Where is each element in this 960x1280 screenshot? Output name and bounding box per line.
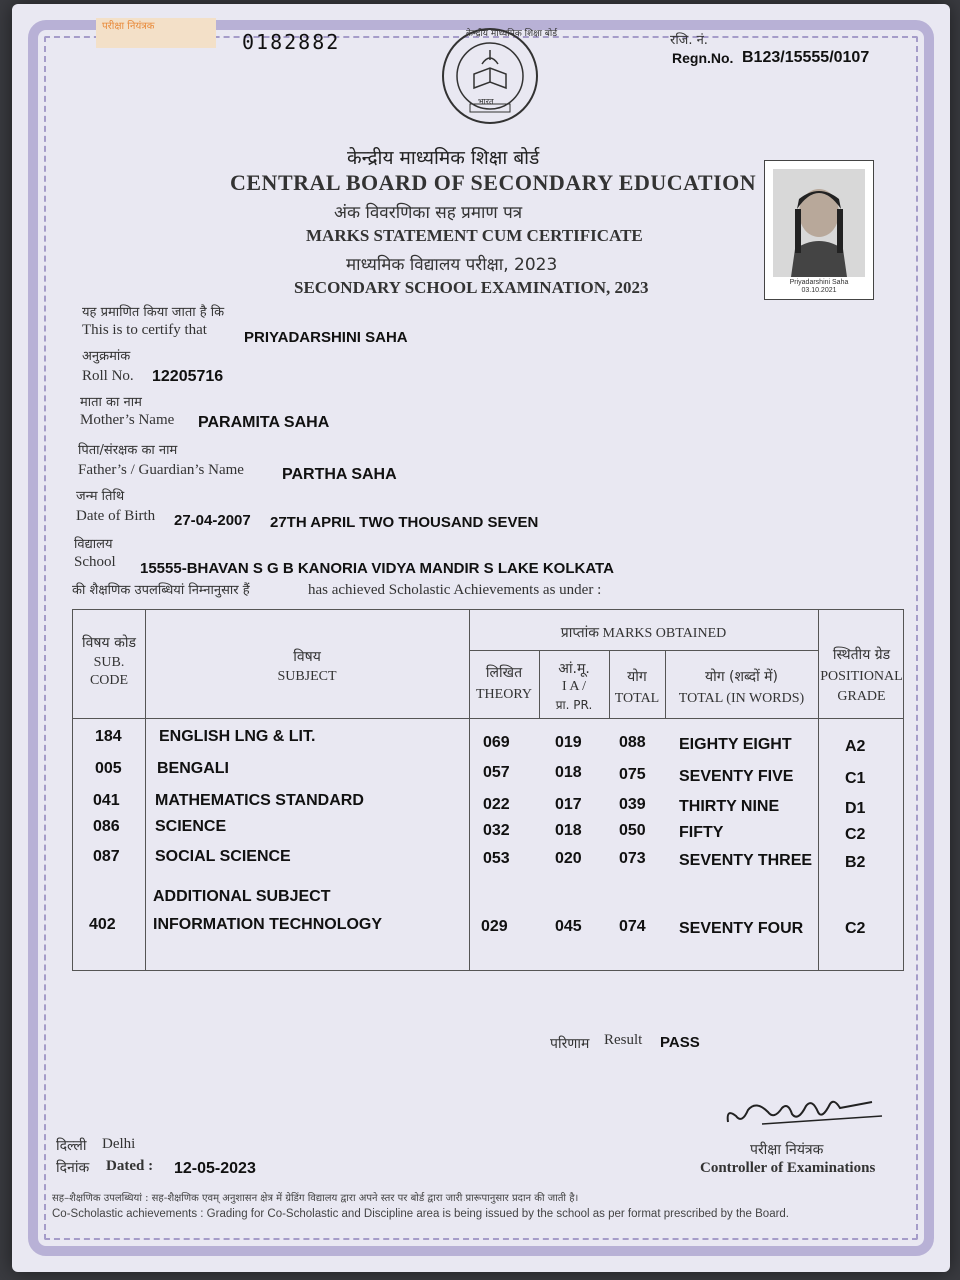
row-total: 088 bbox=[619, 734, 646, 751]
dob-words: 27TH APRIL TWO THOUSAND SEVEN bbox=[270, 514, 539, 531]
header-ia-pr: प्रा. PR. bbox=[555, 698, 593, 712]
table-row bbox=[73, 760, 903, 786]
row-theory: 057 bbox=[483, 764, 510, 781]
row-grade: D1 bbox=[845, 800, 866, 817]
row-words: EIGHTY EIGHT bbox=[679, 736, 792, 753]
header-marks-english: MARKS OBTAINED bbox=[602, 626, 727, 641]
row-code: 086 bbox=[93, 818, 120, 835]
header-words: TOTAL (IN WORDS) bbox=[678, 691, 805, 706]
row-subject: BENGALI bbox=[157, 760, 229, 777]
result-label: Result bbox=[604, 1032, 643, 1048]
header-ia-hindi: आं.मू. bbox=[558, 661, 590, 677]
row-total: 075 bbox=[619, 766, 646, 783]
header-subject-hindi: विषय bbox=[293, 649, 321, 665]
board-name-hindi: केन्द्रीय माध्यमिक शिक्षा बोर्ड bbox=[347, 147, 540, 169]
header-code-hindi: विषय कोड bbox=[82, 635, 136, 651]
seal-text-bottom: भारत bbox=[478, 97, 494, 106]
header-theory: THEORY bbox=[476, 687, 532, 702]
student-name: PRIYADARSHINI SAHA bbox=[244, 329, 408, 346]
student-photo bbox=[764, 160, 874, 300]
roll-hindi: अनुक्रमांक bbox=[82, 349, 131, 364]
row-theory: 022 bbox=[483, 796, 510, 813]
board-name: CENTRAL BOARD OF SECONDARY EDUCATION bbox=[230, 170, 757, 195]
dated-hindi: दिनांक bbox=[56, 1160, 90, 1176]
row-code: 005 bbox=[95, 760, 122, 777]
row-total: 074 bbox=[619, 918, 646, 935]
mother-hindi: माता का नाम bbox=[80, 395, 142, 410]
school-hindi: विद्यालय bbox=[74, 537, 113, 552]
student-portrait-image bbox=[773, 169, 865, 277]
row-words: SEVENTY FOUR bbox=[679, 920, 804, 937]
row-code: 087 bbox=[93, 848, 120, 865]
table-row bbox=[73, 728, 903, 754]
serial-number: 0182882 bbox=[242, 30, 341, 54]
issue-date: 12-05-2023 bbox=[174, 1160, 256, 1177]
doc-title-hindi: अंक विवरणिका सह प्रमाण पत्र bbox=[334, 203, 523, 223]
roll-number: 12205716 bbox=[152, 368, 224, 385]
controller-hindi: परीक्षा नियंत्रक bbox=[750, 1142, 824, 1158]
seal-text-top: केन्द्रीय माध्यमिक शिक्षा बोर्ड bbox=[466, 29, 558, 39]
table-row bbox=[73, 792, 903, 818]
photo-caption bbox=[765, 279, 873, 295]
certificate-paper bbox=[12, 4, 950, 1272]
row-grade: C1 bbox=[845, 770, 866, 787]
regn-hindi-label: रजि. नं. bbox=[670, 33, 708, 48]
row-subject: INFORMATION TECHNOLOGY bbox=[153, 916, 383, 933]
header-grade: POSITIONAL bbox=[820, 669, 903, 684]
regn-label: Regn.No. bbox=[672, 50, 734, 66]
table-row bbox=[73, 916, 903, 942]
header-ia: I A / bbox=[561, 679, 587, 694]
row-words: SEVENTY THREE bbox=[679, 852, 813, 869]
row-ia: 018 bbox=[555, 764, 582, 781]
row-ia: 020 bbox=[555, 850, 582, 867]
exam-title: SECONDARY SCHOOL EXAMINATION, 2023 bbox=[294, 278, 649, 297]
controller-title: Controller of Examinations bbox=[700, 1160, 876, 1176]
school-name: 15555-BHAVAN S G B KANORIA VIDYA MANDIR S LAKE KOLKATA bbox=[140, 560, 614, 577]
marks-table bbox=[72, 609, 904, 971]
certify-hindi: यह प्रमाणित किया जाता है कि bbox=[82, 305, 225, 320]
row-grade: B2 bbox=[845, 854, 866, 871]
row-code: 041 bbox=[93, 792, 120, 809]
row-subject: MATHEMATICS STANDARD bbox=[155, 792, 364, 809]
school-label: School bbox=[74, 554, 116, 570]
achieved-label: has achieved Scholastic Achievements as under : bbox=[308, 582, 602, 598]
row-grade: A2 bbox=[845, 738, 866, 755]
dated-label: Dated : bbox=[106, 1158, 154, 1174]
mother-name: PARAMITA SAHA bbox=[198, 414, 330, 431]
roll-label: Roll No. bbox=[82, 368, 134, 384]
row-words: THIRTY NINE bbox=[679, 798, 780, 815]
header-grade-hindi: स्थितीय ग्रेड bbox=[832, 647, 891, 663]
dob-label: Date of Birth bbox=[76, 508, 156, 524]
header-code: SUB. CODE bbox=[89, 655, 129, 688]
place-label: Delhi bbox=[102, 1136, 136, 1152]
header-words-hindi: योग (शब्दों में) bbox=[704, 669, 779, 685]
father-hindi: पिता/संरक्षक का नाम bbox=[78, 443, 178, 458]
row-theory: 032 bbox=[483, 822, 510, 839]
header-marks bbox=[469, 624, 818, 643]
photo-caption-date: 03.10.2021 bbox=[801, 287, 837, 294]
header-grade-line2: GRADE bbox=[837, 689, 886, 704]
exam-title-hindi: माध्यमिक विद्यालय परीक्षा, 2023 bbox=[346, 255, 558, 275]
header-theory-hindi: लिखित bbox=[485, 665, 523, 681]
row-ia: 018 bbox=[555, 822, 582, 839]
row-total: 050 bbox=[619, 822, 646, 839]
mother-label: Mother’s Name bbox=[80, 412, 175, 428]
co-scholastic-note: Co-Scholastic achievements : Grading for Co-Scholastic and Discipline area is being issued by the school as per format prescribed by the Board. bbox=[52, 1208, 790, 1220]
header-total-hindi: योग bbox=[627, 669, 647, 685]
photo-caption-name: Priyadarshini Saha bbox=[789, 279, 849, 286]
header-subject: SUBJECT bbox=[277, 669, 337, 684]
row-subject: SCIENCE bbox=[155, 818, 227, 835]
doc-title: MARKS STATEMENT CUM CERTIFICATE bbox=[306, 226, 643, 245]
father-name: PARTHA SAHA bbox=[282, 466, 397, 483]
row-subject: SOCIAL SCIENCE bbox=[155, 848, 291, 865]
achieved-hindi: की शैक्षणिक उपलब्धियां निम्नानुसार हैं bbox=[72, 583, 250, 598]
row-code: 402 bbox=[89, 916, 116, 933]
additional-subject-label: ADDITIONAL SUBJECT bbox=[153, 888, 331, 905]
orange-stamp: परीक्षा नियंत्रक bbox=[96, 18, 216, 48]
row-words: SEVENTY FIVE bbox=[679, 768, 794, 785]
regn-number: B123/15555/0107 bbox=[742, 49, 870, 66]
dob-value: 27-04-2007 bbox=[174, 512, 251, 529]
header-marks-hindi: प्राप्तांक bbox=[560, 625, 600, 641]
result-value: PASS bbox=[660, 1034, 700, 1051]
row-total: 039 bbox=[619, 796, 646, 813]
row-theory: 029 bbox=[481, 918, 508, 935]
row-theory: 053 bbox=[483, 850, 510, 867]
result-hindi: परिणाम bbox=[550, 1036, 590, 1052]
row-grade: C2 bbox=[845, 826, 866, 843]
row-ia: 019 bbox=[555, 734, 582, 751]
controller-signature bbox=[722, 1094, 892, 1134]
table-row bbox=[73, 848, 903, 874]
father-label: Father’s / Guardian’s Name bbox=[78, 462, 244, 478]
row-ia: 017 bbox=[555, 796, 582, 813]
cbse-seal-logo bbox=[440, 26, 558, 126]
place-hindi: दिल्ली bbox=[56, 1138, 87, 1154]
row-theory: 069 bbox=[483, 734, 510, 751]
dob-hindi: जन्म तिथि bbox=[76, 489, 125, 504]
header-total: TOTAL bbox=[614, 691, 660, 706]
row-code: 184 bbox=[95, 728, 122, 745]
row-grade: C2 bbox=[845, 920, 866, 937]
row-subject: ENGLISH LNG & LIT. bbox=[159, 728, 316, 745]
row-words: FIFTY bbox=[679, 824, 724, 841]
co-scholastic-note-hindi: सह–शैक्षणिक उपलब्धियां : सह-शैक्षणिक एवम् अनुशासन क्षेत्र में ग्रेडिंग विद्यालय द्वारा अपने स्तर पर बोर्ड द्वारा जारी प्रारूपानुसार प्रदान की जाती है। bbox=[52, 1193, 579, 1204]
table-row bbox=[73, 818, 903, 844]
row-total: 073 bbox=[619, 850, 646, 867]
row-ia: 045 bbox=[555, 918, 582, 935]
certify-label: This is to certify that bbox=[82, 322, 207, 338]
